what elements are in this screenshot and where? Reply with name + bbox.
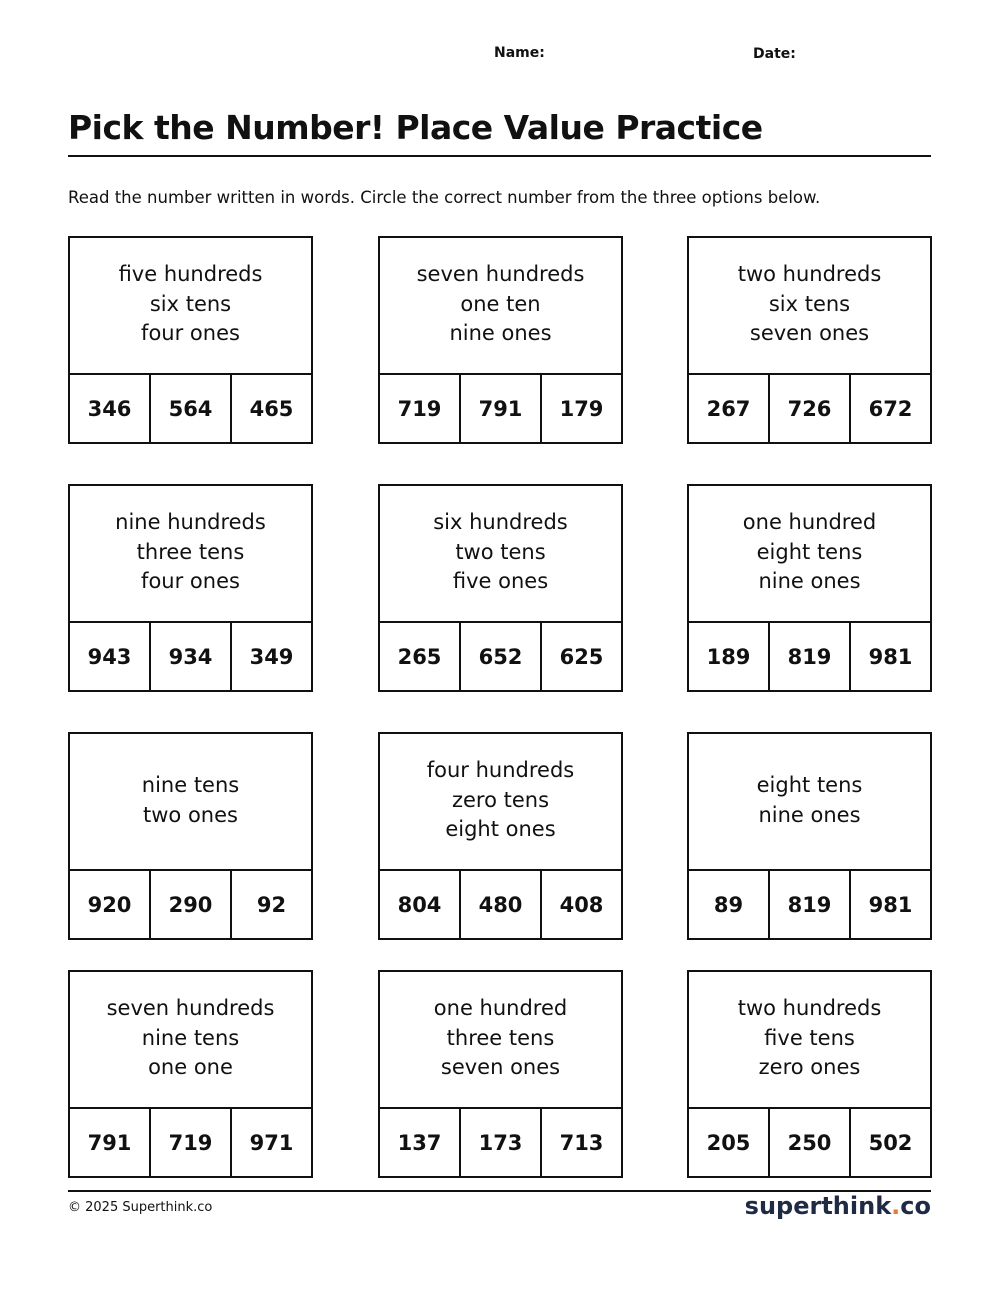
number-in-words: [380, 972, 621, 1109]
problem-card: [378, 484, 623, 692]
answer-option[interactable]: 89: [689, 871, 770, 938]
word-line: four ones: [141, 321, 240, 346]
answer-option[interactable]: 981: [868, 892, 913, 917]
answer-options: [689, 623, 930, 690]
word-line: five tens: [764, 1025, 855, 1050]
answer-option[interactable]: 625: [559, 644, 604, 669]
answer-options: [70, 1109, 311, 1176]
word-line: two hundreds: [737, 996, 882, 1021]
name-label: Name:: [494, 45, 545, 61]
number-in-words: [689, 238, 930, 375]
answer-option[interactable]: 804: [380, 871, 461, 938]
answer-option[interactable]: 819: [770, 871, 851, 938]
problem-card: [687, 484, 932, 692]
word-line: nine ones: [449, 321, 552, 346]
problem-card: [687, 236, 932, 444]
word-line: two ones: [143, 802, 238, 827]
word-line: nine ones: [758, 802, 861, 827]
answer-option[interactable]: 349: [249, 644, 294, 669]
problem-card: [378, 732, 623, 940]
answer-options: [70, 871, 311, 938]
word-line: five hundreds: [118, 262, 263, 287]
number-in-words: [380, 734, 621, 871]
answer-option[interactable]: 179: [559, 396, 604, 421]
word-line: four hundreds: [426, 758, 575, 783]
brand-tld: co: [900, 1192, 931, 1220]
answer-option[interactable]: 971: [249, 1130, 294, 1155]
word-line: seven hundreds: [416, 262, 585, 287]
word-line: seven ones: [749, 321, 870, 346]
word-line: one ten: [460, 291, 541, 316]
instructions: Read the number written in words. Circle the correct number from the three options below.: [68, 188, 821, 207]
answer-option[interactable]: 819: [770, 623, 851, 690]
word-line: eight tens: [756, 539, 863, 564]
answer-option[interactable]: 267: [689, 375, 770, 442]
answer-options: [380, 623, 621, 690]
word-line: three tens: [446, 1025, 555, 1050]
problem-card: [68, 484, 313, 692]
problem-card: [68, 236, 313, 444]
answer-option[interactable]: 652: [461, 623, 542, 690]
word-line: zero tens: [451, 787, 550, 812]
word-line: nine tens: [141, 773, 240, 797]
answer-option[interactable]: 713: [559, 1130, 604, 1155]
answer-option[interactable]: 465: [249, 396, 294, 421]
number-in-words: [70, 734, 311, 871]
word-line: two hundreds: [737, 262, 882, 287]
answer-option[interactable]: 250: [770, 1109, 851, 1176]
answer-option[interactable]: 943: [70, 623, 151, 690]
number-in-words: [70, 486, 311, 623]
word-line: one hundred: [742, 510, 877, 535]
word-line: nine hundreds: [115, 510, 266, 535]
page-title: Pick the Number! Place Value Practice: [68, 108, 763, 147]
problem-card: [378, 970, 623, 1178]
answer-option[interactable]: 408: [559, 892, 604, 917]
problem-card: [68, 970, 313, 1178]
answer-option[interactable]: 480: [461, 871, 542, 938]
word-line: eight ones: [445, 817, 556, 842]
problem-card: [687, 732, 932, 940]
answer-option[interactable]: 719: [380, 375, 461, 442]
answer-options: [689, 871, 930, 938]
brand-dot: .: [891, 1192, 901, 1220]
answer-option[interactable]: 205: [689, 1109, 770, 1176]
answer-option[interactable]: 137: [380, 1109, 461, 1176]
answer-options: [380, 1109, 621, 1176]
number-in-words: [689, 972, 930, 1109]
word-line: seven ones: [440, 1055, 561, 1080]
number-in-words: [70, 238, 311, 375]
answer-option[interactable]: 290: [151, 871, 232, 938]
answer-option[interactable]: 920: [70, 871, 151, 938]
problem-card: [68, 732, 313, 940]
number-in-words: [689, 734, 930, 871]
answer-option[interactable]: 791: [70, 1109, 151, 1176]
brand-logo: [745, 1192, 931, 1220]
answer-option[interactable]: 502: [868, 1130, 913, 1155]
problem-card: [378, 236, 623, 444]
word-line: six tens: [768, 291, 851, 316]
word-line: seven hundreds: [106, 996, 275, 1021]
answer-option[interactable]: 92: [256, 892, 287, 917]
word-line: two tens: [455, 539, 546, 564]
word-line: four ones: [141, 569, 240, 594]
word-line: five ones: [452, 569, 549, 594]
brand-name: superthink: [744, 1192, 892, 1220]
number-in-words: [380, 486, 621, 623]
title-divider: [68, 155, 931, 157]
answer-options: [689, 375, 930, 442]
word-line: one hundred: [433, 996, 568, 1021]
date-label: Date:: [753, 46, 796, 62]
word-line: six hundreds: [433, 510, 568, 535]
answer-option[interactable]: 189: [689, 623, 770, 690]
answer-option[interactable]: 173: [461, 1109, 542, 1176]
answer-option[interactable]: 564: [151, 375, 232, 442]
word-line: one one: [148, 1055, 233, 1080]
word-line: three tens: [136, 539, 245, 564]
answer-option[interactable]: 265: [380, 623, 461, 690]
answer-options: [689, 1109, 930, 1176]
answer-option[interactable]: 791: [461, 375, 542, 442]
word-line: six tens: [149, 291, 232, 316]
answer-option[interactable]: 934: [151, 623, 232, 690]
answer-option[interactable]: 719: [151, 1109, 232, 1176]
answer-options: [380, 375, 621, 442]
answer-option[interactable]: 726: [770, 375, 851, 442]
answer-option[interactable]: 981: [868, 644, 913, 669]
word-line: eight tens: [756, 773, 863, 797]
word-line: nine tens: [141, 1025, 240, 1050]
number-in-words: [689, 486, 930, 623]
answer-options: [70, 375, 311, 442]
answer-option[interactable]: 346: [70, 375, 151, 442]
answer-option[interactable]: 672: [868, 396, 913, 421]
word-line: zero ones: [758, 1055, 861, 1080]
number-in-words: [70, 972, 311, 1109]
copyright-text: © 2025 Superthink.co: [68, 1200, 213, 1215]
answer-options: [380, 871, 621, 938]
answer-options: [70, 623, 311, 690]
problem-card: [687, 970, 932, 1178]
number-in-words: [380, 238, 621, 375]
word-line: nine ones: [758, 569, 861, 594]
